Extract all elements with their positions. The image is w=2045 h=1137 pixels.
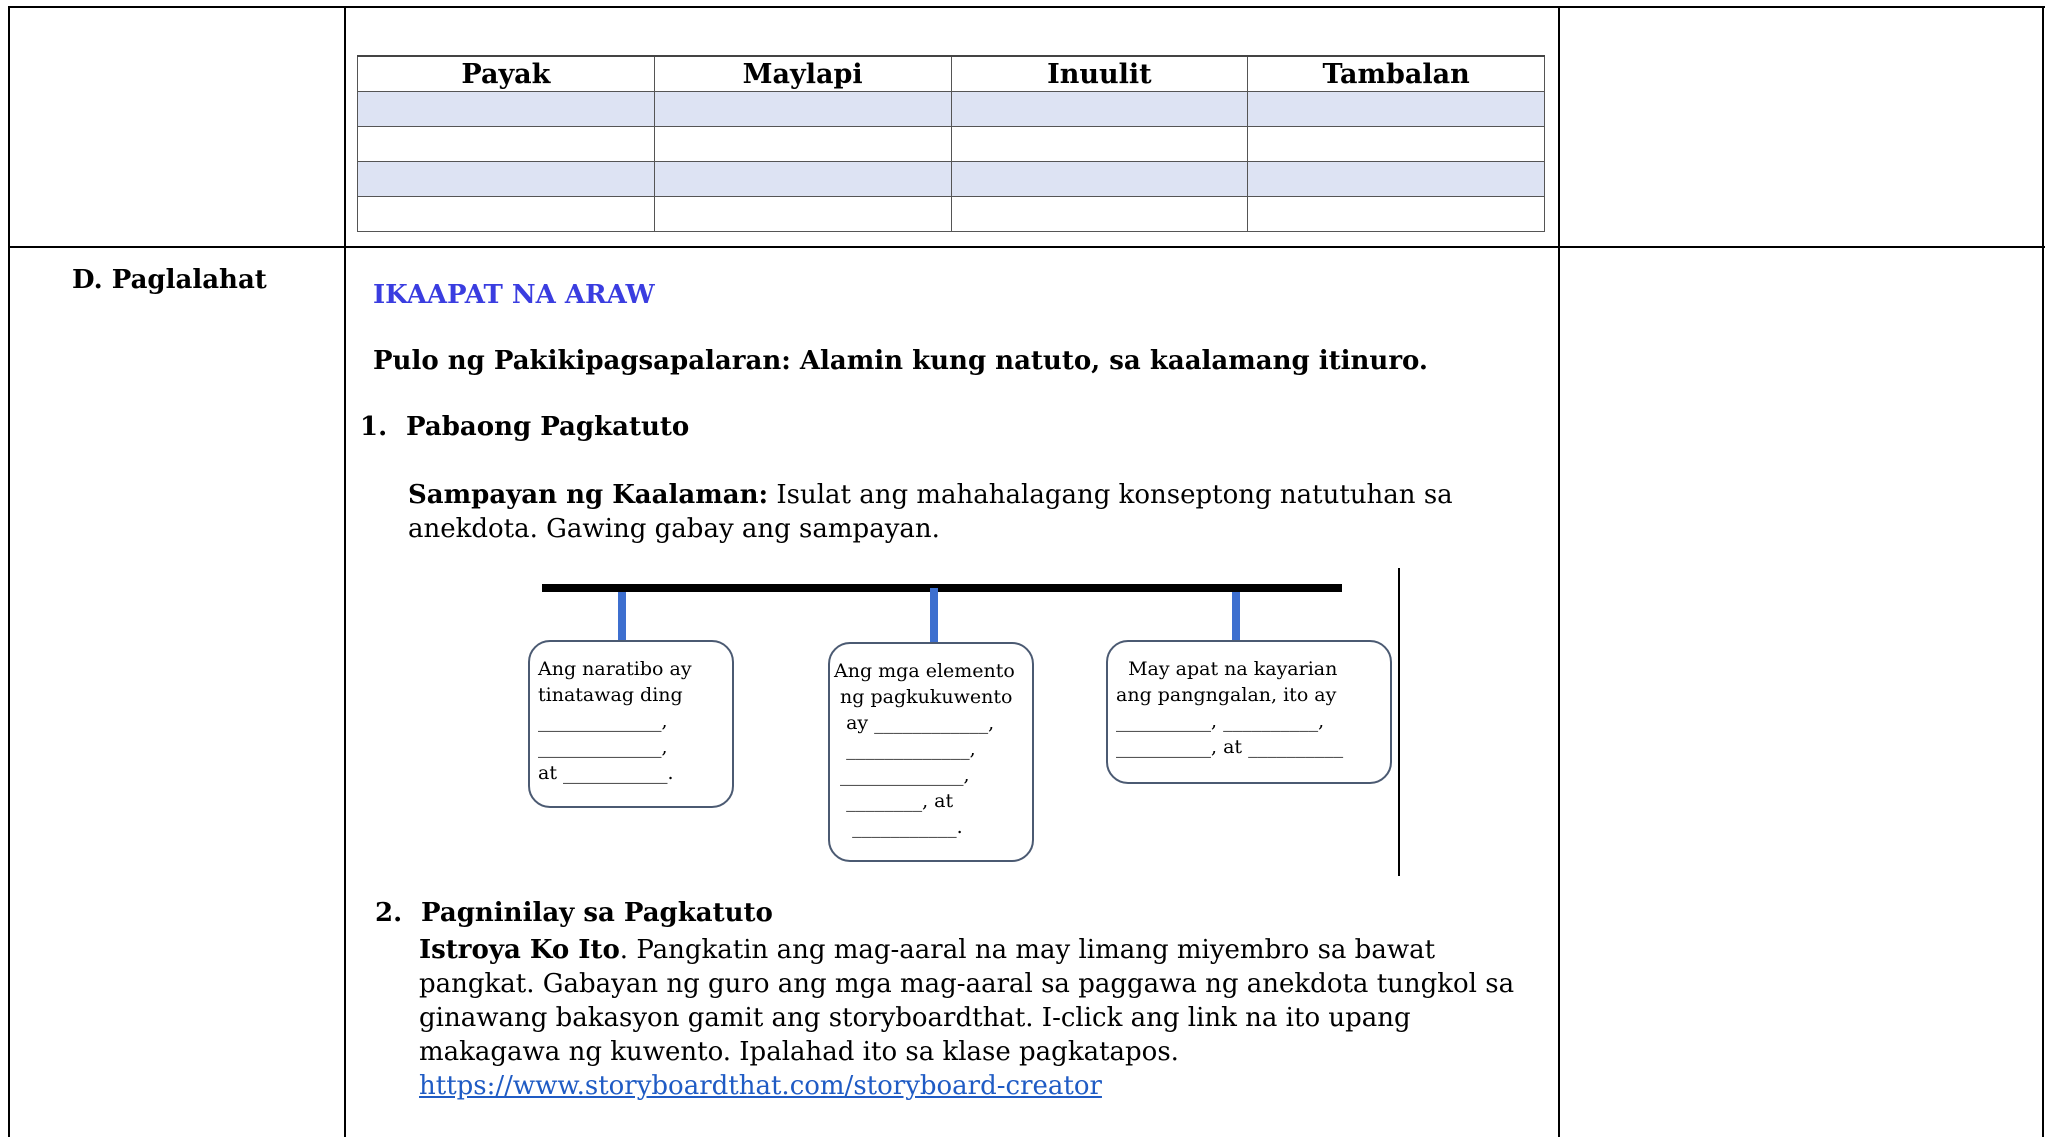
table-row <box>358 127 1545 162</box>
clip-2 <box>930 588 938 648</box>
table-cell[interactable] <box>654 92 951 127</box>
table-top-border <box>8 6 2045 8</box>
header-payak: Payak <box>358 56 655 92</box>
concept-card-1[interactable]: Ang naratibo ay tinatawag ding _____________, _____________, at ___________. <box>528 640 734 808</box>
concept-card-3[interactable]: May apat na kayarian ang pangngalan, ito ay __________, __________, __________, at __________ <box>1106 640 1392 784</box>
table-cell[interactable] <box>951 92 1248 127</box>
table-cell[interactable] <box>1248 197 1545 232</box>
table-cell[interactable] <box>1248 92 1545 127</box>
istroya-instruction <box>419 933 1539 1103</box>
item-2-title: Pagninilay sa Pagkatuto <box>421 898 773 928</box>
clip-1 <box>618 592 626 640</box>
table-row <box>358 162 1545 197</box>
table-cell[interactable] <box>654 127 951 162</box>
table-header-row <box>358 56 1545 92</box>
istroya-lead: Istroya Ko Ito <box>419 935 620 965</box>
table-cell[interactable] <box>358 127 655 162</box>
table-cell[interactable] <box>358 92 655 127</box>
header-maylapi: Maylapi <box>654 56 951 92</box>
diagram-side-bar <box>1398 568 1400 876</box>
table-cell[interactable] <box>358 162 655 197</box>
item-2-number: 2. <box>375 898 403 928</box>
clothesline-rope <box>542 584 1342 592</box>
istroya-text: . Pangkatin ang mag-aaral na may limang miyembro sa bawat pangkat. Gabayan ng guro ang mga mag-aaral sa paggawa ng anekdota tungkol sa ginawang bakasyon gamit ang storyboardthat. I-click ang link na ito upang makagawa ng kuwento. Ipalahad ito sa klase pagkatapos. <box>419 935 1515 1067</box>
header-inuulit: Inuulit <box>951 56 1248 92</box>
table-cell[interactable] <box>1248 127 1545 162</box>
row-divider <box>8 246 2045 248</box>
sampayan-lead: Sampayan ng Kaalaman: <box>408 480 769 510</box>
column-divider-1 <box>344 6 346 1137</box>
sampayan-instruction <box>408 478 1528 546</box>
storyboard-link[interactable]: https://www.storyboardthat.com/storyboard-creator <box>419 1071 1102 1101</box>
item-2-heading <box>375 898 773 928</box>
item-1-title: Pabaong Pagkatuto <box>406 412 690 442</box>
table-left-border <box>8 6 10 1137</box>
concept-card-2[interactable]: Ang mga elemento ng pagkukuwento ay ____________, _____________, _____________, ________, at ___________. <box>828 642 1034 862</box>
table-cell[interactable] <box>654 197 951 232</box>
table-row <box>358 92 1545 127</box>
table-row <box>358 197 1545 232</box>
table-cell[interactable] <box>951 197 1248 232</box>
sampayan-diagram <box>530 560 1410 880</box>
table-cell[interactable] <box>358 197 655 232</box>
header-tambalan: Tambalan <box>1248 56 1545 92</box>
table-right-border <box>2042 6 2044 1137</box>
table-cell[interactable] <box>1248 162 1545 197</box>
item-1-number: 1. <box>360 412 388 442</box>
column-divider-2 <box>1558 6 1560 1137</box>
pulo-heading: Pulo ng Pakikipagsapalaran: Alamin kung natuto, sa kaalamang itinuro. <box>373 346 1428 376</box>
table-cell[interactable] <box>951 127 1248 162</box>
sampayan-text: Isulat ang mahahalagang konseptong natutuhan sa anekdota. Gawing gabay ang sampayan. <box>408 480 1453 544</box>
section-label: D. Paglalahat <box>72 265 267 295</box>
word-structure-table <box>357 55 1545 232</box>
clip-3 <box>1232 592 1240 640</box>
item-1-heading <box>360 412 689 442</box>
day-title: IKAAPAT NA ARAW <box>373 280 655 310</box>
table-cell[interactable] <box>951 162 1248 197</box>
table-cell[interactable] <box>654 162 951 197</box>
